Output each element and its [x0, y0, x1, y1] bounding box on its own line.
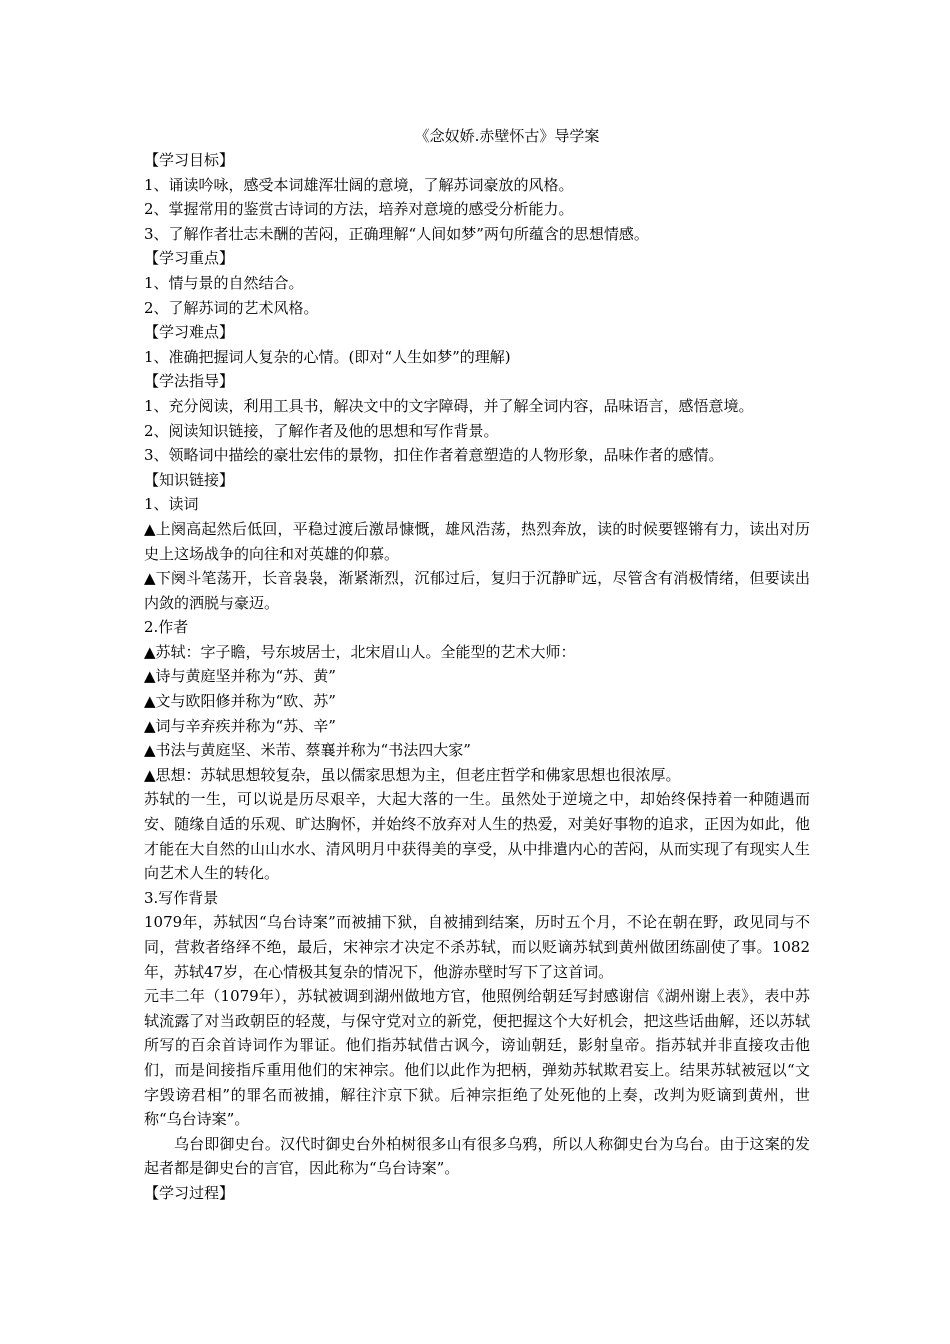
key-point-item: 1、情与景的自然结合。: [144, 273, 304, 292]
document-title: 《念奴娇.赤壁怀古》导学案: [414, 127, 600, 145]
background-indented-paragraph: 乌台即御史台。汉代时御史台外柏树很多山有很多乌鸦，所以人称御史台为乌台。由于这案的发起者都是御史台的言官，因此称为“乌台诗案”。: [144, 1134, 810, 1178]
key-point-item: 2、了解苏词的艺术风格。: [144, 298, 319, 317]
author-line: ▲思想：苏轼思想较复杂，虽以儒家思想为主，但老庄哲学和佛家思想也很浓厚。: [144, 765, 681, 784]
author-subheading: 2.作者: [144, 618, 189, 637]
knowledge-heading: 【知识链接】: [144, 470, 235, 489]
author-line: ▲词与辛弃疾并称为“苏、辛”: [144, 716, 336, 735]
author-paragraph: 苏轼的一生，可以说是历尽艰辛，大起大落的一生。虽然处于逆境之中，却始终保持着一种随遇而安、随缘自适的乐观、旷达胸怀，并始终不放弃对人生的热爱，对美好事物的追求，正因为如此，他才能在大自然的山山水水、清风明月中获得美的享受，从中排遣内心的苦闷，从而实现了有现实人生向艺术人生的转化。: [144, 790, 810, 883]
method-item: 3、领略词中描绘的豪壮宏伟的景物，扣住作者着意塑造的人物形象，品味作者的感情。: [144, 446, 724, 465]
reading-subheading: 1、读词: [144, 495, 199, 514]
process-heading: 【学习过程】: [144, 1183, 235, 1202]
background-subheading: 3.写作背景: [144, 888, 219, 907]
author-line: ▲诗与黄庭坚并称为“苏、黄”: [144, 667, 336, 686]
background-paragraph: 1079年，苏轼因“乌台诗案”而被捕下狱，自被捕到结案，历时五个月，不论在朝在野，政见同与不同，营救者络绎不绝，最后，宋神宗才决定不杀苏轼，而以贬谪苏轼到黄州做团练副使了事。1082年，苏轼47岁，在心情极其复杂的情况下，他游赤壁时写下了这首词。: [144, 913, 810, 981]
difficulties-heading: 【学习难点】: [144, 323, 235, 342]
key-points-heading: 【学习重点】: [144, 249, 235, 268]
author-line: ▲文与欧阳修并称为“欧、苏”: [144, 692, 336, 711]
reading-paragraph: ▲上阕高起然后低回，平稳过渡后激昂慷慨，雄风浩荡，热烈奔放，读的时候要铿锵有力，读出对历史上这场战争的向往和对英雄的仰慕。: [144, 519, 810, 563]
author-line: ▲书法与黄庭坚、米芾、蔡襄并称为“书法四大家”: [144, 741, 471, 760]
methods-heading: 【学法指导】: [144, 372, 235, 391]
background-paragraph: 元丰二年（1079年），苏轼被调到湖州做地方官，他照例给朝廷写封感谢信《湖州谢上表》，表中苏轼流露了对当政朝臣的轻蔑，与保守党对立的新党，便把握这个大好机会，把这些话曲解，还以苏轼所写的百余首诗词作为罪证。他们指苏轼借古讽今，谤讪朝廷，影射皇帝。指苏轼并非直接攻击他们，而是间接指斥重用他们的宋神宗。他们以此作为把柄，弹劾苏轼欺君妄上。结果苏轼被冠以“文字毁谤君相”的罪名而被捕，解往汴京下狱。后神宗拒绝了处死他的上奏，改判为贬谪到黄州，世称“乌台诗案”。: [144, 987, 810, 1129]
author-line: ▲苏轼：字子瞻，号东坡居士，北宋眉山人。全能型的艺术大师：: [144, 642, 576, 661]
document-page: [144, 124, 810, 1206]
objective-item: 2、掌握常用的鉴赏古诗词的方法，培养对意境的感受分析能力。: [144, 200, 574, 219]
method-item: 1、充分阅读，利用工具书，解决文中的文字障碍，并了解全词内容，品味语言，感悟意境。: [144, 396, 754, 415]
objectives-heading: 【学习目标】: [144, 151, 235, 169]
difficulty-item: 1、准确把握词人复杂的心情。(即对“人生如梦”的理解): [144, 347, 511, 366]
objective-item: 3、了解作者壮志未酬的苦闷，正确理解“人间如梦”两句所蕴含的思想情感。: [144, 224, 649, 243]
objective-item: 1、诵读吟咏，感受本词雄浑壮阔的意境，了解苏词豪放的风格。: [144, 175, 574, 194]
method-item: 2、阅读知识链接，了解作者及他的思想和写作背景。: [144, 421, 499, 440]
reading-paragraph: ▲下阕斗笔荡开，长音袅袅，渐紧渐烈，沉郁过后，复归于沉静旷远，尽管含有消极情绪，但要读出内敛的洒脱与豪迈。: [144, 569, 810, 612]
